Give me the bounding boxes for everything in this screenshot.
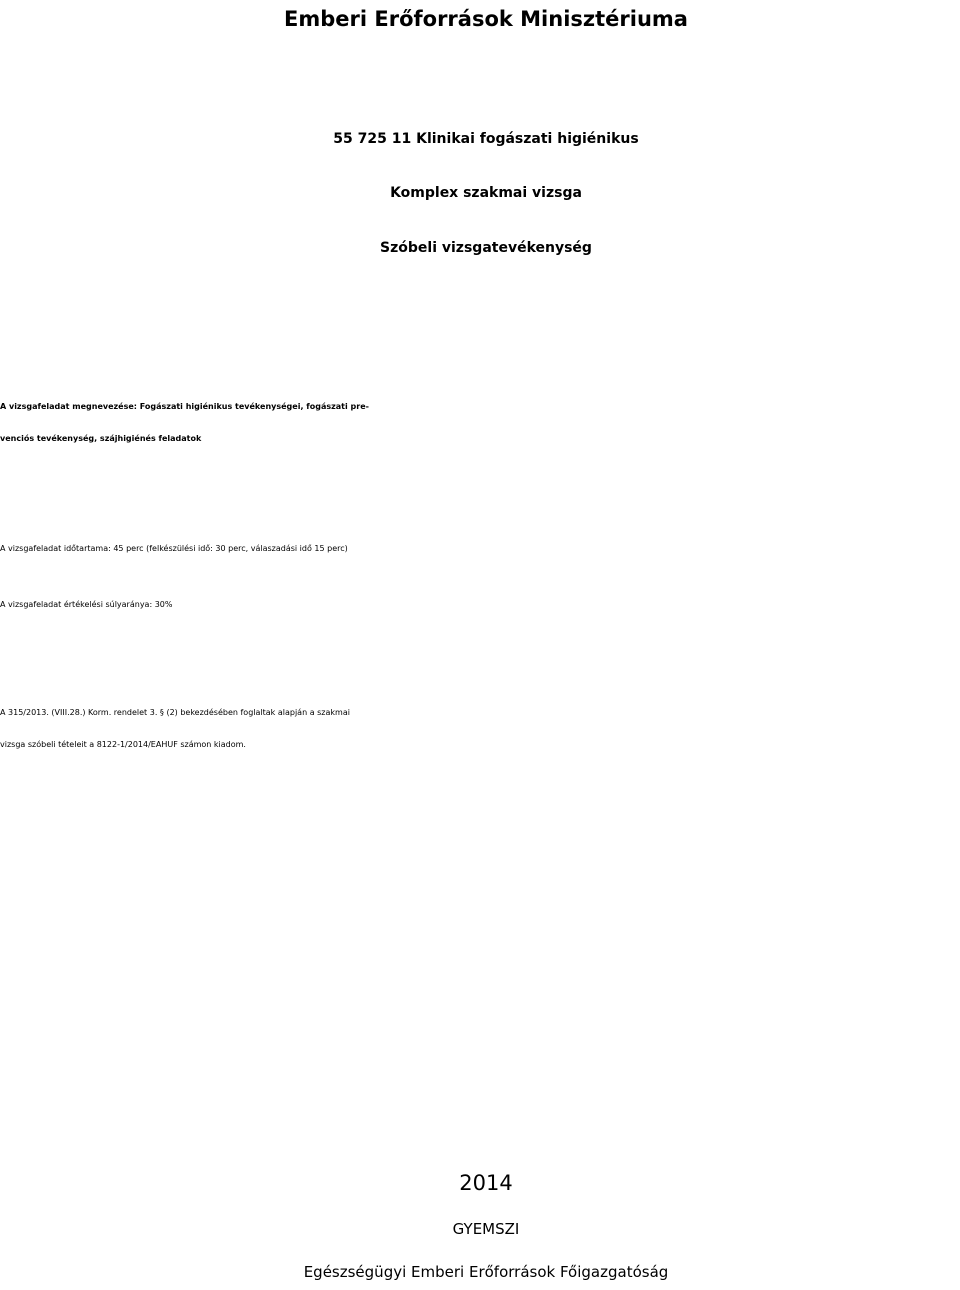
exam-activity-title: Szóbeli vizsgatevékenység (380, 240, 592, 256)
task-duration-text: A vizsgafeladat időtartama: 45 perc (felkészülési idő: 30 perc, válaszadási idő 15 perc) (0, 544, 348, 553)
task-name-line-1: A vizsgafeladat megnevezése: Fogászati higiénikus tevékenységei, fogászati pre- (0, 402, 369, 411)
footer-org-full: Egészségügyi Emberi Erőforrások Főigazgatóság (303, 1263, 669, 1281)
decree-paragraph (0, 697, 960, 761)
footer-year: 2014 (459, 1171, 513, 1195)
task-name-paragraph (0, 391, 960, 455)
footer-org-short: GYEMSZI (452, 1220, 520, 1238)
decree-line-2: vizsga szóbeli tételeit a 8122-1/2014/EAHUF számon kiadom. (0, 740, 246, 749)
exam-type-title: Komplex szakmai vizsga (390, 185, 582, 201)
ministry-heading: Emberi Erőforrások Minisztériuma (284, 7, 688, 31)
decree-line-1: A 315/2013. (VIII.28.) Korm. rendelet 3. § (2) bekezdésében foglaltak alapján a szakmai (0, 708, 350, 717)
task-weight-text: A vizsgafeladat értékelési súlyaránya: 30% (0, 600, 173, 609)
exam-code-title: 55 725 11 Klinikai fogászati higiénikus (333, 131, 639, 147)
task-name-line-2: venciós tevékenység, szájhigiénés feladatok (0, 434, 202, 443)
